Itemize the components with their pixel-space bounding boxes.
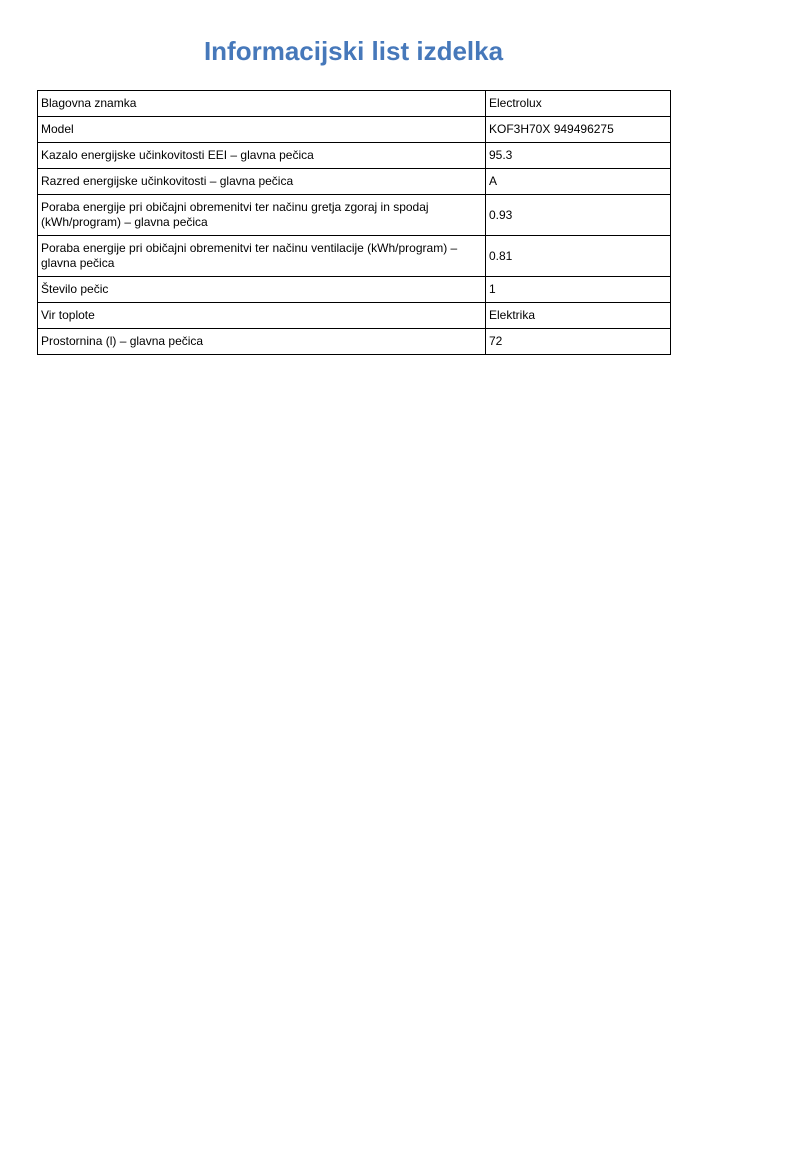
row-label: Model [38,117,486,143]
row-label: Razred energijske učinkovitosti – glavna pečica [38,169,486,195]
table-row [38,329,671,355]
table-row [38,303,671,329]
table-row [38,117,671,143]
row-label: Število pečic [38,277,486,303]
row-value: 0.81 [486,236,671,277]
table-row [38,195,671,236]
table-row [38,143,671,169]
table-row [38,91,671,117]
row-value: 0.93 [486,195,671,236]
row-value: 72 [486,329,671,355]
row-value: 1 [486,277,671,303]
row-label: Vir toplote [38,303,486,329]
document-page [37,36,670,355]
row-label: Poraba energije pri običajni obremenitvi ter načinu ventilacije (kWh/program) – glavna pečica [38,236,486,277]
row-label: Blagovna znamka [38,91,486,117]
table-row [38,277,671,303]
row-label: Kazalo energijske učinkovitosti EEI – glavna pečica [38,143,486,169]
row-value: A [486,169,671,195]
row-value: Elektrika [486,303,671,329]
product-info-table [37,90,671,355]
row-label: Prostornina (l) – glavna pečica [38,329,486,355]
table-row [38,169,671,195]
row-value: KOF3H70X 949496275 [486,117,671,143]
row-value: 95.3 [486,143,671,169]
table-row [38,236,671,277]
row-value: Electrolux [486,91,671,117]
row-label: Poraba energije pri običajni obremenitvi ter načinu gretja zgoraj in spodaj (kWh/program) – glavna pečica [38,195,486,236]
page-title: Informacijski list izdelka [203,36,504,66]
